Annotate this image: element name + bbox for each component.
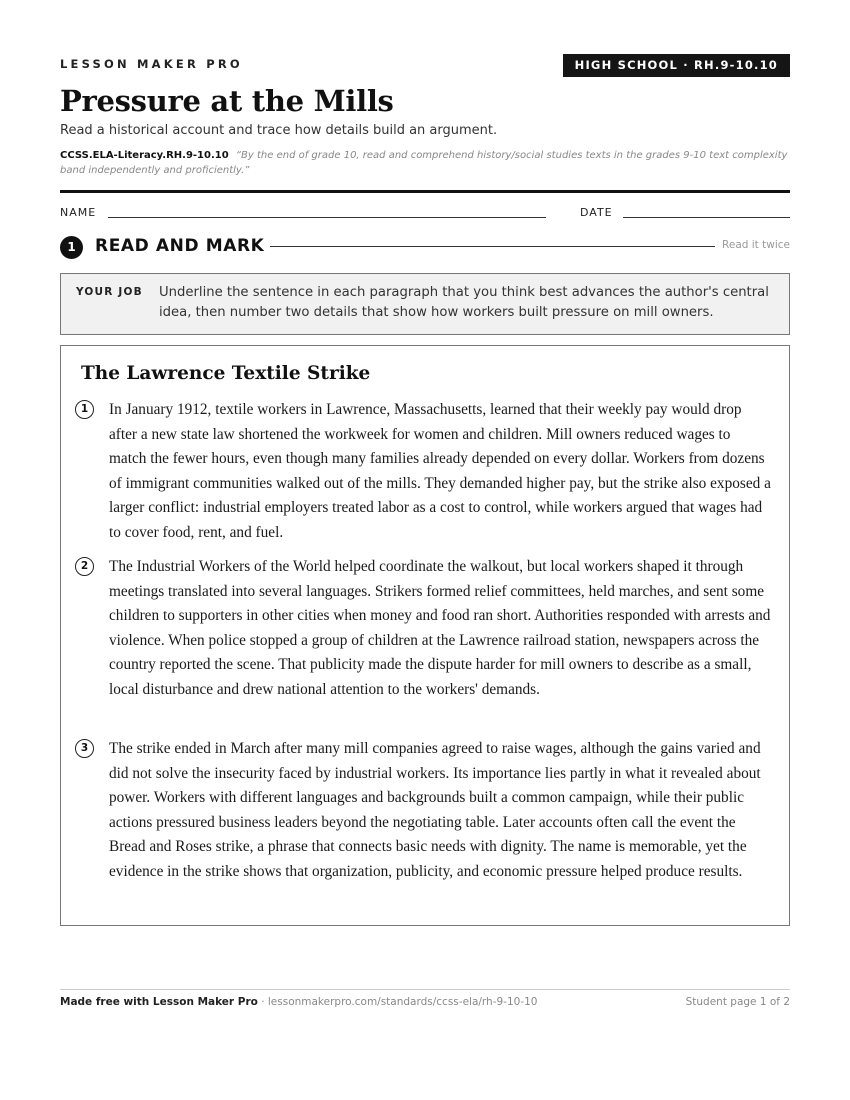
paragraph-number: 1 [75, 400, 94, 419]
paragraph-text: The strike ended in March after many mill companies agreed to raise wages, although the gains varied and did not solve the insecurity faced by industrial workers. Its importance lies partly in what it revealed about power. Workers with different languages and backgrounds built a common campaign, while their public actions pressured business leaders beyond the negotiating table. Later accounts often call the event the Bread and Roses strike, a phrase that connects basic needs with dignity. The name is memorable, yet the evidence in the strike shows that organization, publicity, and economic pressure helped produce results. [109, 740, 761, 880]
footer-url[interactable]: · lessonmakerpro.com/standards/ccss-ela/rh-9-10-10 [257, 996, 538, 1008]
standard-code: CCSS.ELA-Literacy.RH.9-10.10 [60, 150, 229, 161]
paragraph-number: 2 [75, 557, 94, 576]
section-number-badge: 1 [60, 236, 83, 259]
paragraph-text: In January 1912, textile workers in Lawrence, Massachusetts, learned that their weekly pay would drop after a new state law shortened the workweek for women and children. Mill owners reduced wages to match the fewer hours, even though many families already depended on every dollar. Workers from dozens of immigrant communities walked out of the mills. They demanded higher pay, but the strike also exposed a larger conflict: industrial employers treated labor as a cost to control, while workers argued that wages had to cover food, rent, and fuel. [109, 401, 771, 541]
name-field[interactable] [108, 217, 546, 218]
reading-passage [60, 345, 790, 926]
paragraph-text: The Industrial Workers of the World helped coordinate the walkout, but local workers shaped it through meetings translated into several languages. Strikers formed relief committees, held marches, and sent some children to supporters in other cities when money and food ran short. Authorities responded with arrests and violence. When police stopped a group of children at the Lawrence railroad station, newspapers across the country reported the scene. That publicity made the dispute harder for mill owners to describe as a small, local disturbance and drew national attention to the workers' demands. [109, 558, 771, 698]
section-divider [270, 246, 715, 247]
footer-page-info: Student page 1 of 2 [685, 996, 790, 1008]
standard-quote: “By the end of grade 10, read and comprehend history/social studies texts in the grades 9-10 text complexity band independently and proficiently.” [60, 150, 788, 176]
section-header [60, 236, 790, 258]
header-divider [60, 190, 790, 193]
footer-divider [60, 989, 790, 990]
paragraph-number: 3 [75, 739, 94, 758]
brand-name: LESSON MAKER PRO [60, 57, 243, 71]
section-title: READ AND MARK [95, 236, 265, 256]
date-label: DATE [580, 206, 613, 219]
date-field[interactable] [623, 217, 790, 218]
instructions-text: Underline the sentence in each paragraph that you think best advances the author's central idea, then number two details that show how workers built pressure on mill owners. [159, 285, 769, 320]
page-title: Pressure at the Mills [60, 84, 394, 118]
passage-title: The Lawrence Textile Strike [81, 363, 371, 384]
footer-made-with: Made free with Lesson Maker Pro [60, 996, 258, 1008]
instructions-label: YOUR JOB [76, 286, 143, 298]
name-date-row [60, 205, 790, 221]
standard-description [60, 148, 790, 178]
grade-badge: HIGH SCHOOL · RH.9-10.10 [563, 54, 790, 77]
section-note: Read it twice [722, 239, 790, 251]
page-subtitle: Read a historical account and trace how details build an argument. [60, 123, 498, 138]
footer-credit [60, 996, 537, 1008]
instructions-box [60, 273, 790, 335]
name-label: NAME [60, 206, 97, 219]
